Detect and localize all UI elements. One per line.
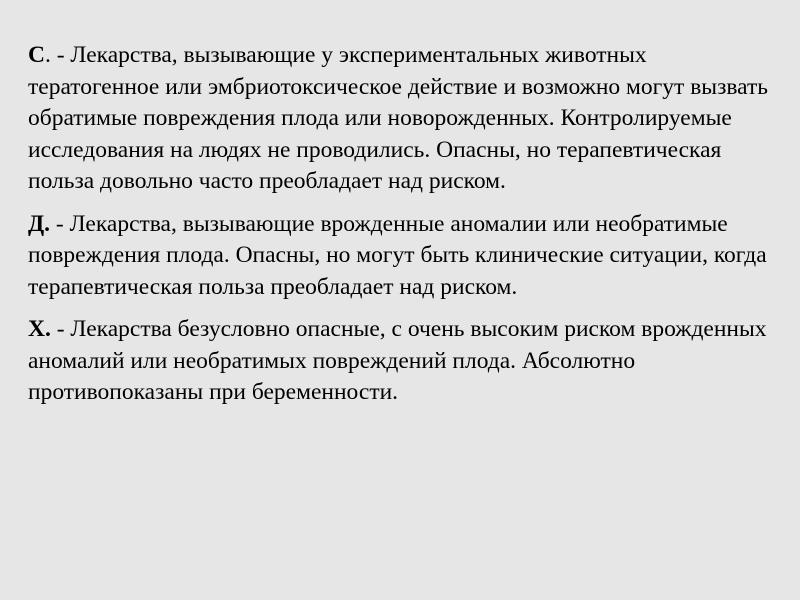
paragraph-category-x — [28, 314, 778, 409]
category-letter-x: Х. — [28, 316, 51, 342]
category-text-c: . - Лекарства, вызывающие у экспериментальных животных тератогенное или эмбриотоксическое действие и возможно могут вызвать обратимые повреждения плода или новорожденных. Контролируемые исследования на людях не проводились. Опасны, но терапевтическая польза довольно часто преобладает над риском. — [28, 42, 768, 194]
category-text-d: - Лекарства, вызывающие врожденные аномалии или необратимые повреждения плода. Опасны, но могут быть клинические ситуации, когда терапевтическая польза преобладает над риском. — [28, 210, 767, 300]
category-letter-c: С — [28, 42, 45, 68]
paragraph-category-c — [28, 40, 778, 198]
category-text-x: - Лекарства безусловно опасные, с очень высоким риском врожденных аномалий или необратимых повреждений плода. Абсолютно противопоказаны при беременности. — [28, 316, 767, 405]
slide-content — [28, 40, 778, 420]
category-letter-d: Д. — [28, 210, 51, 237]
paragraph-category-d — [28, 209, 778, 304]
